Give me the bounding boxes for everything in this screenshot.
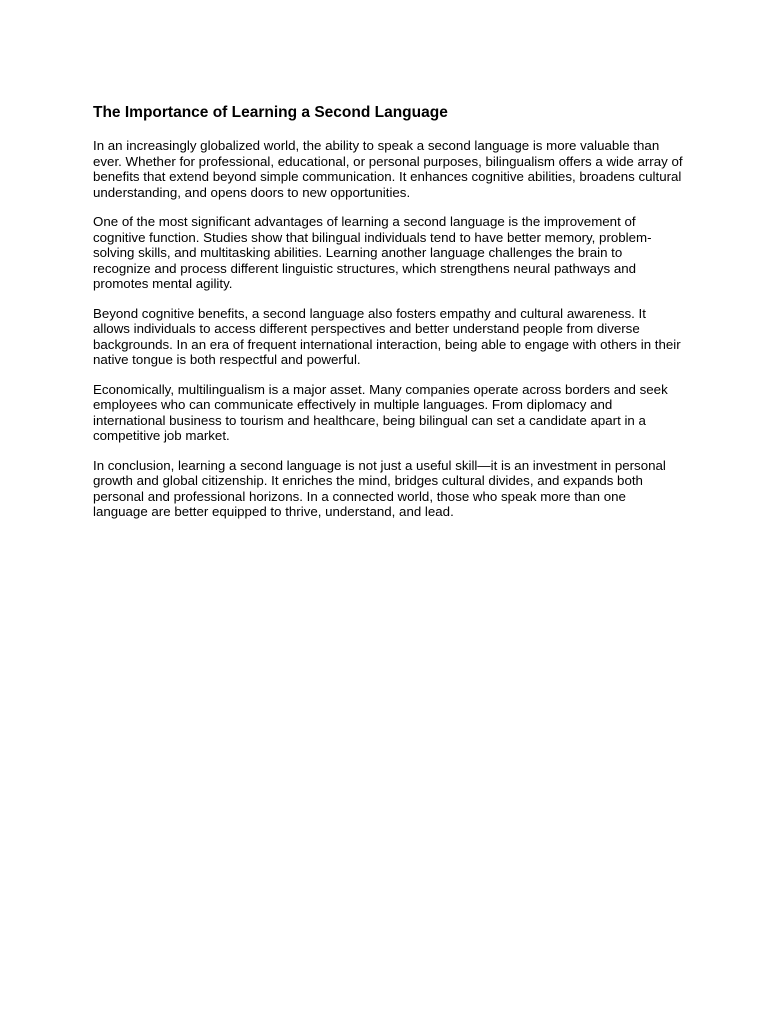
document-page — [93, 103, 683, 534]
document-title: The Importance of Learning a Second Language — [93, 104, 448, 121]
paragraph-intro: In an increasingly globalized world, the ability to speak a second language is more valuable than ever. Whether for professional, educational, or personal purposes, bilingualism offers a wide array of benefits that extend beyond simple communication. It enhances cognitive abilities, broadens cultural understanding, and opens doors to new opportunities. — [93, 138, 683, 200]
paragraph-conclusion: In conclusion, learning a second language is not just a useful skill—it is an investment in personal growth and global citizenship. It enriches the mind, bridges cultural divides, and expands both personal and professional horizons. In a connected world, those who speak more than one language are better equipped to thrive, understand, and lead. — [93, 457, 666, 519]
paragraph-cultural: Beyond cognitive benefits, a second language also fosters empathy and cultural awareness. It allows individuals to access different perspectives and better understand people from diverse backgrounds. In an era of frequent international interaction, being able to engage with others in their native tongue is both respectful and powerful. — [93, 305, 681, 367]
paragraph-economic: Economically, multilingualism is a major asset. Many companies operate across borders and seek employees who can communicate effectively in multiple languages. From diplomacy and international business to tourism and healthcare, being bilingual can set a candidate apart in a competitive job market. — [93, 381, 668, 443]
paragraph-cognitive: One of the most significant advantages of learning a second language is the improvement of cognitive function. Studies show that bilingual individuals tend to have better memory, problem-solving skills, and multitasking abilities. Learning another language challenges the brain to recognize and process different linguistic structures, which strengthens neural pathways and promotes mental agility. — [93, 214, 652, 291]
